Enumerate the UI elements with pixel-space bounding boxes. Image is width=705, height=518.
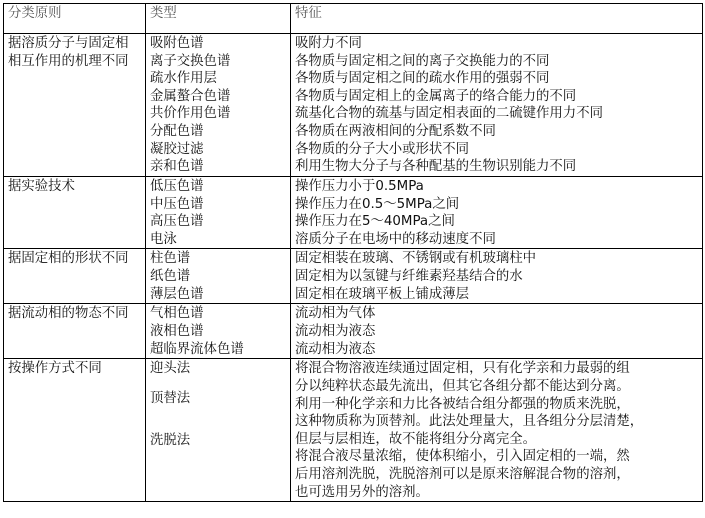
- method-desc-line: 将混合物溶液连续通过固定相，只有化学亲和力最弱的组: [295, 361, 630, 377]
- feature-item: 操作压力在0.5～5MPa之间: [295, 196, 460, 212]
- method-desc-line: 这种物质称为顶替剂。此法处理量大，且各组分分层清楚，: [295, 414, 644, 430]
- feature-item: 各物质与固定相之间的疏水作用的强弱不同: [295, 71, 550, 87]
- header-feature: 特征: [291, 4, 703, 34]
- type-item: 低压色谱: [150, 179, 204, 194]
- method-name: 洗脱法: [150, 432, 191, 448]
- group-row-stationary-shape: [4, 249, 703, 304]
- category-cell: 据溶质分子与固定相相互作用的机理不同: [4, 34, 146, 177]
- feature-cell: [291, 304, 703, 359]
- feature-cell: [291, 249, 703, 304]
- feature-item: 流动相为液态: [295, 323, 376, 339]
- feature-item: 各物质与固定相之间的离子交换能力的不同: [295, 53, 550, 69]
- feature-item: 固定相为以氢键与纤维素羟基结合的水: [295, 268, 523, 284]
- type-cell: [146, 304, 291, 359]
- type-item: 共价作用色谱: [150, 106, 231, 122]
- group-row-technique: [4, 177, 703, 249]
- type-item: 液相色谱: [150, 323, 204, 339]
- feature-item: 流动相为气体: [295, 306, 376, 322]
- feature-item: 利用生物大分子与各种配基的生物识别能力不同: [295, 159, 577, 175]
- feature-cell: [291, 34, 703, 177]
- feature-item: 流动相为液态: [295, 341, 376, 357]
- feature-item: 固定相在玻璃平板上铺成薄层: [295, 286, 470, 302]
- method-name: 顶替法: [150, 390, 191, 406]
- feature-item: 各物质与固定相上的金属离子的络合能力的不同: [295, 88, 577, 104]
- method-desc-line: 后用溶剂洗脱，洗脱溶剂可以是原来溶解混合物的溶剂，: [295, 466, 630, 482]
- type-item: 金属螯合色谱: [150, 88, 231, 104]
- method-desc-line: 但层与层相连，故不能将组分分离完全。: [295, 431, 537, 447]
- feature-item: 巯基化合物的巯基与固定相表面的二硫键作用力不同: [295, 106, 603, 122]
- feature-item: 吸附力不同: [295, 36, 362, 51]
- header-type: 类型: [146, 4, 291, 34]
- method-desc-line: 分以纯粹状态最先流出，但其它各组分都不能达到分离。: [295, 378, 630, 394]
- feature-item: 操作压力在5～40MPa之间: [295, 214, 455, 230]
- type-cell: [146, 177, 291, 249]
- type-item: 纸色谱: [150, 268, 191, 284]
- feature-item: 操作压力小于0.5MPa: [295, 179, 424, 194]
- method-name: 迎头法: [150, 361, 191, 377]
- type-item: 凝胶过滤: [150, 141, 204, 157]
- feature-cell: [291, 177, 703, 249]
- feature-item: 溶质分子在电场中的移动速度不同: [295, 231, 496, 247]
- header-row: [4, 4, 703, 34]
- method-name-cell: [146, 359, 291, 502]
- group-row-operation: [4, 359, 703, 502]
- type-item: 中压色谱: [150, 196, 204, 212]
- type-item: 电泳: [150, 231, 177, 247]
- header-principle: 分类原则: [4, 4, 146, 34]
- group-row-mechanism: [4, 34, 703, 177]
- type-item: 气相色谱: [150, 306, 204, 322]
- type-item: 薄层色谱: [150, 286, 204, 302]
- type-item: 吸附色谱: [150, 36, 204, 51]
- type-item: 高压色谱: [150, 214, 204, 230]
- type-item: 分配色谱: [150, 123, 204, 139]
- type-item: 柱色谱: [150, 251, 191, 267]
- category-cell: 按操作方式不同: [4, 359, 146, 502]
- type-item: 超临界流体色谱: [150, 341, 244, 357]
- category-cell: 据固定相的形状不同: [4, 249, 146, 304]
- category-cell: 据实验技术: [4, 177, 146, 249]
- category-cell: 据流动相的物态不同: [4, 304, 146, 359]
- method-desc-line: 利用一种化学亲和力比各被结合组分都强的物质来洗脱，: [295, 396, 630, 412]
- feature-item: 固定相装在玻璃、不锈钢或有机玻璃柱中: [295, 251, 537, 267]
- method-desc-cell: [291, 359, 703, 502]
- type-cell: [146, 249, 291, 304]
- feature-item: 各物质的分子大小或形状不同: [295, 141, 470, 157]
- method-desc-line: 也可选用另外的溶剂。: [295, 484, 429, 500]
- type-cell: [146, 34, 291, 177]
- method-desc-line: 将混合液尽量浓缩，使体积缩小，引入固定相的一端，然: [295, 449, 630, 465]
- chromatography-classification-table: [3, 3, 703, 502]
- type-item: 亲和色谱: [150, 159, 204, 175]
- type-item: 离子交换色谱: [150, 53, 231, 69]
- group-row-mobile-phase: [4, 304, 703, 359]
- type-item: 疏水作用层: [150, 71, 217, 87]
- feature-item: 各物质在两液相间的分配系数不同: [295, 123, 496, 139]
